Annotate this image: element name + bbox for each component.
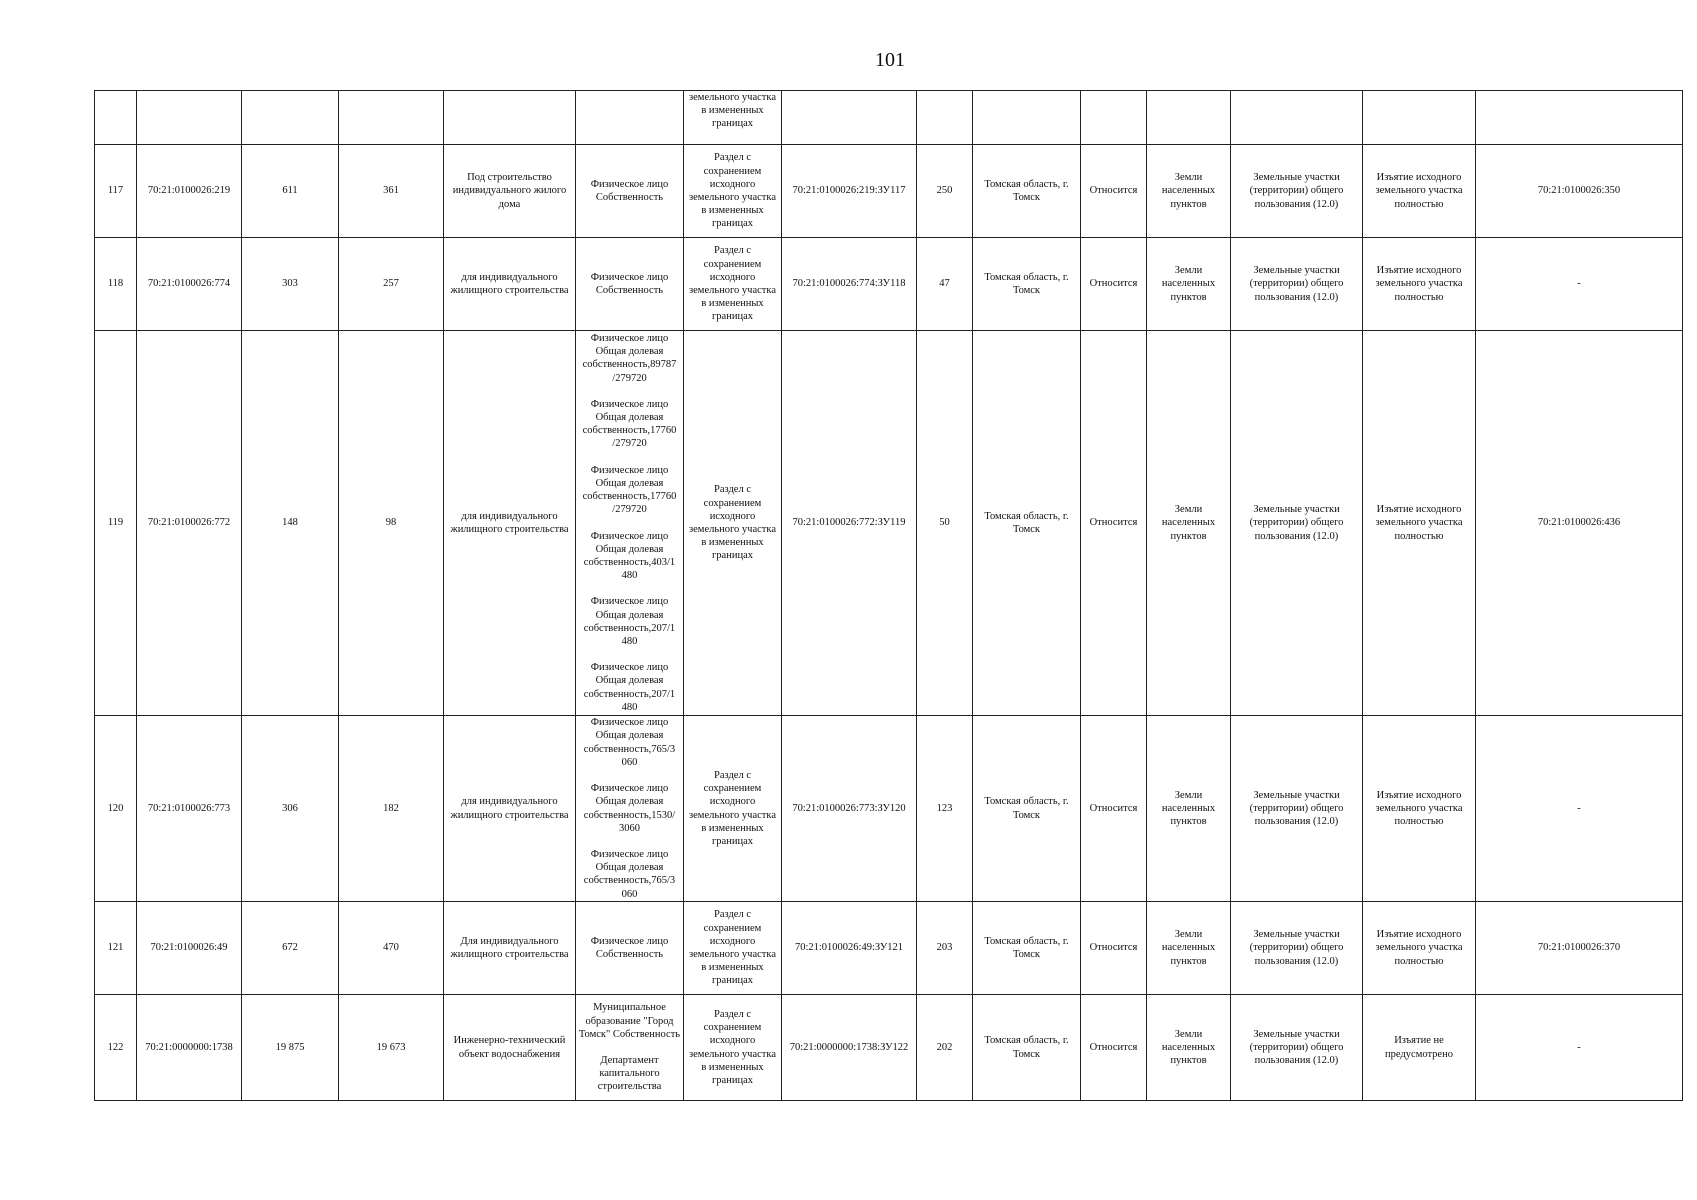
cell-empty	[1476, 91, 1683, 145]
cell-area-original: 611	[242, 145, 339, 238]
right-holder-entry: Физическое лицо Общая долевая собственность,765/3 060	[583, 848, 676, 900]
cell-permitted-use-type: Земельные участки (территории) общего пользования (12.0)	[1231, 716, 1363, 902]
cell-empty	[1231, 91, 1363, 145]
cell-land-category: Земли населенных пунктов	[1147, 716, 1231, 902]
cell-related-cadastral: -	[1476, 716, 1683, 902]
cell-address: Томская область, г. Томск	[973, 902, 1081, 995]
cell-relation: Относится	[1081, 238, 1147, 331]
cell-seizure-note: Изъятие исходного земельного участка полностью	[1363, 716, 1476, 902]
table-row-continuation	[95, 91, 1683, 145]
cell-empty	[1363, 91, 1476, 145]
cell-cadastral-number: 70:21:0100026:774	[137, 238, 242, 331]
cell-formation-method: Раздел с сохранением исходного земельного участка в измененных границах	[684, 995, 782, 1101]
cell-area-original: 148	[242, 331, 339, 716]
cell-permitted-use-type: Земельные участки (территории) общего пользования (12.0)	[1231, 331, 1363, 716]
right-holder-entry: Физическое лицо Общая долевая собственность,1530/ 3060	[583, 783, 676, 834]
cell-permitted-use: для индивидуального жилищного строительства	[444, 716, 576, 902]
cell-relation: Относится	[1081, 145, 1147, 238]
cell-area-original: 19 875	[242, 995, 339, 1101]
cell-address: Томская область, г. Томск	[973, 331, 1081, 716]
cell-permitted-use: Для индивидуального жилищного строительства	[444, 902, 576, 995]
cell-new-plot-area: 123	[917, 716, 973, 902]
cell-cadastral-number: 70:21:0100026:772	[137, 331, 242, 716]
cell-area-remaining: 182	[339, 716, 444, 902]
cell-area-original: 672	[242, 902, 339, 995]
table-row	[95, 995, 1683, 1101]
cell-new-plot-designation: 70:21:0100026:774:ЗУ118	[782, 238, 917, 331]
cell-seizure-note: Изъятие исходного земельного участка полностью	[1363, 238, 1476, 331]
cell-cadastral-number: 70:21:0100026:219	[137, 145, 242, 238]
cell-permitted-use-type: Земельные участки (территории) общего пользования (12.0)	[1231, 238, 1363, 331]
cell-right-holders	[576, 238, 684, 331]
cell-right-holders	[576, 716, 684, 902]
cell-area-remaining: 98	[339, 331, 444, 716]
cell-method-fragment: земельного участка в измененных границах	[684, 91, 782, 145]
right-holder-entry: Физическое лицо Общая долевая собственность,89787 /279720	[582, 333, 677, 384]
cell-related-cadastral: -	[1476, 995, 1683, 1101]
cell-land-category: Земли населенных пунктов	[1147, 145, 1231, 238]
cell-seizure-note: Изъятие исходного земельного участка полностью	[1363, 145, 1476, 238]
cell-formation-method: Раздел с сохранением исходного земельного участка в измененных границах	[684, 238, 782, 331]
cell-seizure-note: Изъятие исходного земельного участка полностью	[1363, 331, 1476, 716]
cell-relation: Относится	[1081, 995, 1147, 1101]
cell-area-remaining: 257	[339, 238, 444, 331]
cell-empty	[576, 91, 684, 145]
cell-empty	[973, 91, 1081, 145]
cell-right-holders	[576, 995, 684, 1101]
cell-permitted-use: Под строительство индивидуального жилого дома	[444, 145, 576, 238]
cell-related-cadastral: 70:21:0100026:436	[1476, 331, 1683, 716]
cell-cadastral-number: 70:21:0100026:773	[137, 716, 242, 902]
cell-permitted-use-type: Земельные участки (территории) общего пользования (12.0)	[1231, 145, 1363, 238]
cell-right-holders	[576, 331, 684, 716]
cell-permitted-use-type: Земельные участки (территории) общего пользования (12.0)	[1231, 902, 1363, 995]
right-holder-entry: Физическое лицо Общая долевая собственность,403/1 480	[583, 530, 676, 582]
cell-land-category: Земли населенных пунктов	[1147, 238, 1231, 331]
cell-area-remaining: 470	[339, 902, 444, 995]
right-holder-entry: Физическое лицо Собственность	[590, 178, 669, 203]
cell-new-plot-designation: 70:21:0000000:1738:ЗУ122	[782, 995, 917, 1101]
cell-permitted-use: для индивидуального жилищного строительства	[444, 238, 576, 331]
table-row	[95, 902, 1683, 995]
right-holder-entry: Физическое лицо Общая долевая собственность,17760 /279720	[582, 398, 677, 450]
right-holder-entry: Департамент капитального строительства	[597, 1055, 662, 1093]
cell-new-plot-area: 250	[917, 145, 973, 238]
page-number: 101	[875, 49, 905, 71]
table-row	[95, 716, 1683, 902]
cell-seizure-note: Изъятие исходного земельного участка полностью	[1363, 902, 1476, 995]
cell-empty	[1081, 91, 1147, 145]
cell-empty	[1147, 91, 1231, 145]
cell-new-plot-area: 50	[917, 331, 973, 716]
cell-related-cadastral: 70:21:0100026:370	[1476, 902, 1683, 995]
cell-formation-method: Раздел с сохранением исходного земельного участка в измененных границах	[684, 902, 782, 995]
cell-related-cadastral: 70:21:0100026:350	[1476, 145, 1683, 238]
right-holder-entry: Физическое лицо Общая долевая собственность,207/1 480	[583, 596, 676, 647]
cell-empty	[444, 91, 576, 145]
cell-row-number: 118	[95, 238, 137, 331]
table-body	[95, 91, 1683, 1101]
right-holder-entry: Физическое лицо Общая долевая собственность,765/3 060	[583, 717, 676, 768]
cell-permitted-use: для индивидуального жилищного строительства	[444, 331, 576, 716]
cell-empty	[782, 91, 917, 145]
cell-land-category: Земли населенных пунктов	[1147, 331, 1231, 716]
land-plots-table	[94, 90, 1683, 1101]
cell-land-category: Земли населенных пунктов	[1147, 902, 1231, 995]
cell-new-plot-area: 202	[917, 995, 973, 1101]
cell-right-holders	[576, 145, 684, 238]
cell-empty	[917, 91, 973, 145]
cell-relation: Относится	[1081, 331, 1147, 716]
cell-seizure-note: Изъятие не предусмотрено	[1363, 995, 1476, 1101]
cell-address: Томская область, г. Томск	[973, 238, 1081, 331]
cell-related-cadastral: -	[1476, 238, 1683, 331]
cell-area-remaining: 19 673	[339, 995, 444, 1101]
cell-land-category: Земли населенных пунктов	[1147, 995, 1231, 1101]
cell-formation-method: Раздел с сохранением исходного земельного участка в измененных границах	[684, 331, 782, 716]
cell-new-plot-designation: 70:21:0100026:773:ЗУ120	[782, 716, 917, 902]
cell-row-number: 119	[95, 331, 137, 716]
cell-new-plot-designation: 70:21:0100026:772:ЗУ119	[782, 331, 917, 716]
cell-relation: Относится	[1081, 902, 1147, 995]
table-row	[95, 145, 1683, 238]
cell-empty	[242, 91, 339, 145]
cell-address: Томская область, г. Томск	[973, 145, 1081, 238]
cell-new-plot-designation: 70:21:0100026:219:ЗУ117	[782, 145, 917, 238]
cell-area-remaining: 361	[339, 145, 444, 238]
cell-cadastral-number: 70:21:0100026:49	[137, 902, 242, 995]
cell-row-number: 122	[95, 995, 137, 1101]
cell-new-plot-area: 47	[917, 238, 973, 331]
cell-new-plot-area: 203	[917, 902, 973, 995]
cell-address: Томская область, г. Томск	[973, 716, 1081, 902]
cell-area-original: 306	[242, 716, 339, 902]
right-holder-entry: Физическое лицо Собственность	[590, 271, 669, 296]
table-row	[95, 238, 1683, 331]
cell-area-original: 303	[242, 238, 339, 331]
right-holder-entry: Физическое лицо Общая долевая собственность,17760 /279720	[582, 464, 677, 516]
cell-empty	[137, 91, 242, 145]
cell-empty	[339, 91, 444, 145]
cell-permitted-use-type: Земельные участки (территории) общего пользования (12.0)	[1231, 995, 1363, 1101]
cell-address: Томская область, г. Томск	[973, 995, 1081, 1101]
right-holder-entry: Физическое лицо Собственность	[590, 935, 669, 960]
cell-relation: Относится	[1081, 716, 1147, 902]
cell-permitted-use: Инженерно-технический объект водоснабжения	[444, 995, 576, 1101]
cell-empty	[95, 91, 137, 145]
cell-cadastral-number: 70:21:0000000:1738	[137, 995, 242, 1101]
right-holder-entry: Муниципальное образование "Город Томск" Собственность	[578, 1002, 681, 1040]
cell-row-number: 117	[95, 145, 137, 238]
cell-formation-method: Раздел с сохранением исходного земельного участка в измененных границах	[684, 716, 782, 902]
right-holder-entry: Физическое лицо Общая долевая собственность,207/1 480	[583, 662, 676, 713]
cell-row-number: 121	[95, 902, 137, 995]
cell-right-holders	[576, 902, 684, 995]
cell-row-number: 120	[95, 716, 137, 902]
table-row	[95, 331, 1683, 716]
cell-new-plot-designation: 70:21:0100026:49:ЗУ121	[782, 902, 917, 995]
cell-formation-method: Раздел с сохранением исходного земельного участка в измененных границах	[684, 145, 782, 238]
